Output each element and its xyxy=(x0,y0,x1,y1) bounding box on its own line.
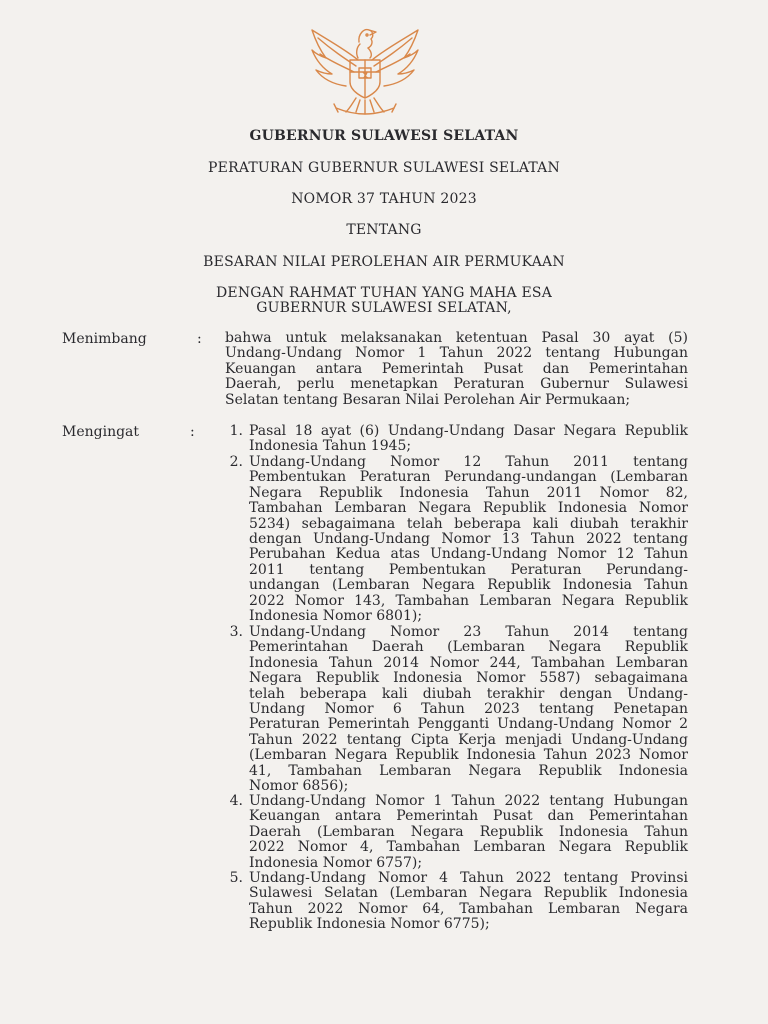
list-item-line: telah beberapa kali diubah terakhir dengan Undang- xyxy=(249,685,688,702)
list-item-line: Perubahan Kedua atas Undang-Undang Nomor 12 Tahun xyxy=(249,546,688,563)
list-item-line: 2022 Nomor 4, Tambahan Lembaran Negara Republik xyxy=(249,839,688,856)
list-item-line: 2022 Nomor 143, Tambahan Lembaran Negara Republik xyxy=(249,592,688,609)
menimbang-line: Keuangan antara Pemerintah Pusat dan Pemerintahan xyxy=(225,360,688,377)
regulation-type: PERATURAN GUBERNUR SULAWESI SELATAN xyxy=(208,160,560,176)
list-item xyxy=(249,794,688,871)
list-item-number: 3. xyxy=(229,624,243,640)
list-item-line: Keuangan antara Pemerintah Pusat dan Pemerintahan xyxy=(249,808,688,825)
menimbang-text xyxy=(225,331,688,408)
list-item-number: 4. xyxy=(229,793,243,809)
mengingat-label: Mengingat xyxy=(62,424,140,440)
list-item-line: Sulawesi Selatan (Lembaran Negara Republik Indonesia xyxy=(249,885,688,902)
list-item-line: 5234) sebagaimana telah beberapa kali diubah terakhir xyxy=(249,515,688,532)
menimbang-label: Menimbang xyxy=(62,331,147,347)
list-item-line: dengan Undang-Undang Nomor 13 Tahun 2022 tentang xyxy=(249,530,688,547)
menimbang-line: Selatan tentang Besaran Nilai Perolehan Air Permukaan; xyxy=(225,391,631,408)
list-item-line: Negara Republik Indonesia Tahun 2011 Nomor 82, xyxy=(249,484,688,501)
list-item-line: Pembentukan Peraturan Perundang-undangan (Lembaran xyxy=(249,469,688,486)
preamble-line-1: DENGAN RAHMAT TUHAN YANG MAHA ESA xyxy=(215,285,553,301)
list-item-line: 41, Tambahan Lembaran Negara Republik Indonesia xyxy=(249,762,688,779)
list-item-number: 1. xyxy=(229,423,243,439)
list-item-line: Undang-Undang Nomor 12 Tahun 2011 tentang xyxy=(249,454,688,470)
list-item-line: Peraturan Pemerintah Pengganti Undang-Undang Nomor 2 xyxy=(249,716,688,733)
list-item-line: Nomor 6856); xyxy=(249,777,349,794)
list-item xyxy=(249,424,688,455)
list-item-line: Indonesia Tahun 2014 Nomor 244, Tambahan Lembaran xyxy=(249,654,688,671)
institution-heading: GUBERNUR SULAWESI SELATAN xyxy=(249,128,519,144)
list-item-line: (Lembaran Negara Republik Indonesia Tahun 2023 Nomor xyxy=(249,747,688,764)
menimbang-line: Daerah, perlu menetapkan Peraturan Gubernur Sulawesi xyxy=(225,376,688,393)
list-item-number: 2. xyxy=(229,454,243,470)
list-item xyxy=(249,455,688,624)
preamble-line-2: GUBERNUR SULAWESI SELATAN, xyxy=(256,300,512,316)
list-item-line: Tahun 2022 Nomor 64, Tambahan Lembaran Negara xyxy=(249,900,688,917)
list-item-line: Undang-Undang Nomor 4 Tahun 2022 tentang Provinsi xyxy=(249,870,688,886)
list-item-line: Indonesia Nomor 6757); xyxy=(249,854,423,871)
list-item-line: Pemerintahan Daerah (Lembaran Negara Republik xyxy=(249,639,688,656)
list-item-number: 5. xyxy=(229,870,243,886)
menimbang-line: Undang-Undang Nomor 1 Tahun 2022 tentang Hubungan xyxy=(225,345,688,362)
list-item-line: Indonesia Tahun 1945; xyxy=(249,438,412,455)
list-item-line: Indonesia Nomor 6801); xyxy=(249,607,423,624)
list-item-line: Undang-Undang Nomor 23 Tahun 2014 tentang xyxy=(249,624,688,640)
list-item-line: Undang-Undang Nomor 1 Tahun 2022 tentang Hubungan xyxy=(249,793,688,809)
garuda-emblem-icon xyxy=(306,20,424,120)
list-item-line: undangan (Lembaran Negara Republik Indonesia Tahun xyxy=(249,577,688,594)
regulation-subject: BESARAN NILAI PEROLEHAN AIR PERMUKAAN xyxy=(203,254,565,270)
list-item xyxy=(249,871,688,933)
list-item-line: 2011 tentang Pembentukan Peraturan Perundang- xyxy=(249,561,688,578)
menimbang-line: bahwa untuk melaksanakan ketentuan Pasal 30 ayat (5) xyxy=(225,330,688,346)
list-item-line: Republik Indonesia Nomor 6775); xyxy=(249,916,490,933)
regulation-number: NOMOR 37 TAHUN 2023 xyxy=(291,191,477,207)
list-item-line: Negara Republik Indonesia Nomor 5587) sebagaimana xyxy=(249,670,688,687)
list-item xyxy=(249,625,688,794)
mengingat-colon: : xyxy=(190,424,195,440)
list-item-line: Tambahan Lembaran Negara Republik Indonesia Nomor xyxy=(249,500,688,517)
list-item-line: Undang Nomor 6 Tahun 2023 tentang Penetapan xyxy=(249,700,688,717)
list-item-line: Pasal 18 ayat (6) Undang-Undang Dasar Negara Republik xyxy=(249,423,688,439)
list-item-line: Tahun 2022 tentang Cipta Kerja menjadi Undang-Undang xyxy=(249,731,688,748)
about-heading: TENTANG xyxy=(346,222,422,238)
menimbang-colon: : xyxy=(197,331,202,347)
list-item-line: Daerah (Lembaran Negara Republik Indonesia Tahun xyxy=(249,823,688,840)
